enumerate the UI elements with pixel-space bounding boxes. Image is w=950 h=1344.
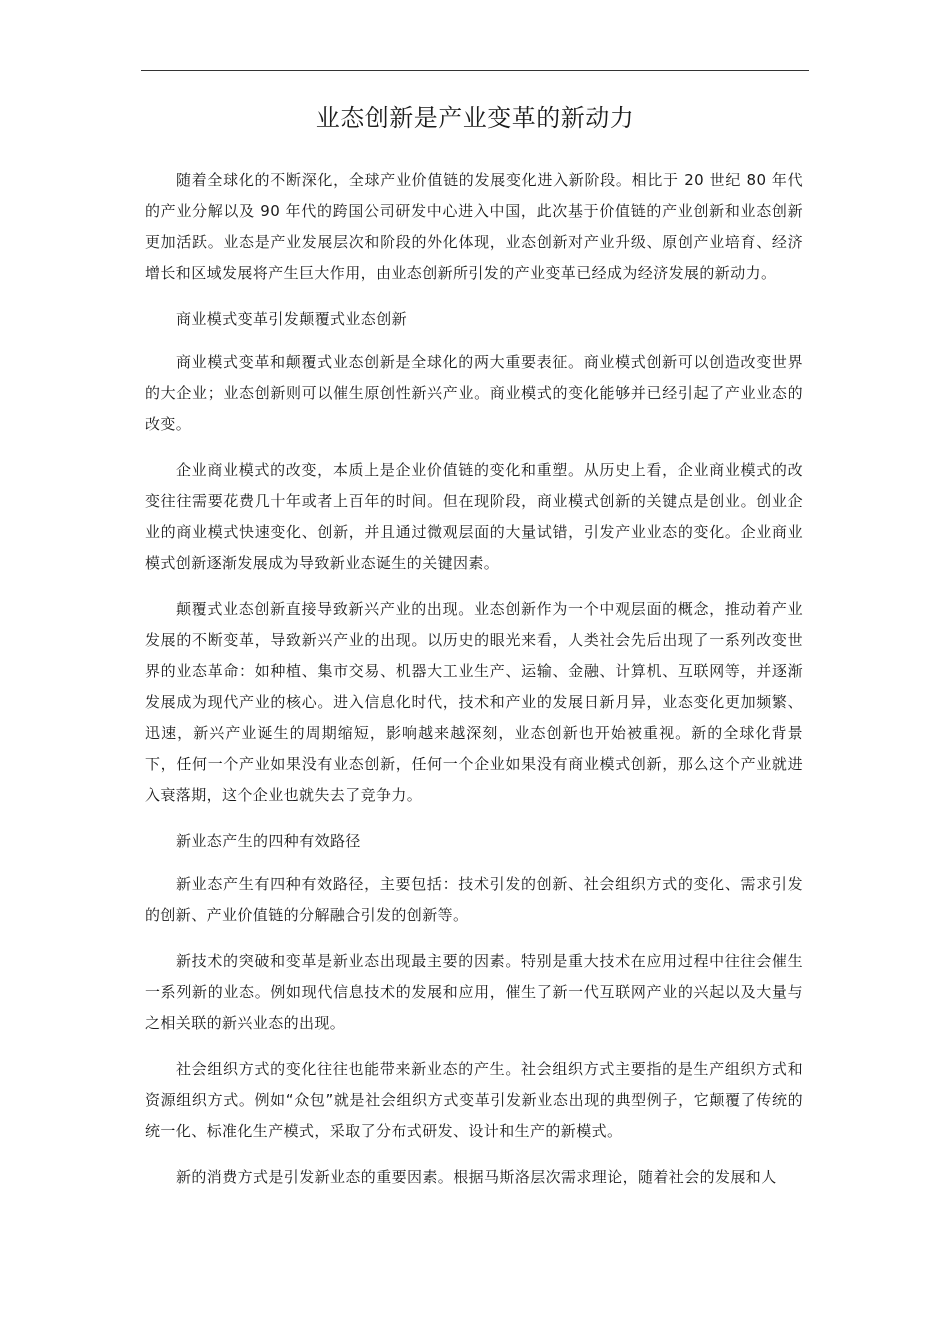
document-title: 业态创新是产业变革的新动力	[315, 104, 635, 132]
paragraph: 新技术的突破和变革是新业态出现最主要的因素。特别是重大技术在应用过程中往往会催生一系列新的业态。例如现代信息技术的发展和应用，催生了新一代互联网产业的兴起以及大量与之相关联的新兴业态的出现。	[145, 952, 803, 1032]
section-heading-business-model: 商业模式变革引发颠覆式业态创新	[176, 310, 408, 328]
paragraph: 新业态产生有四种有效路径，主要包括：技术引发的创新、社会组织方式的变化、需求引发的创新、产业价值链的分解融合引发的创新等。	[145, 875, 803, 924]
paragraph: 企业商业模式的改变，本质上是企业价值链的变化和重塑。从历史上看，企业商业模式的改变往往需要花费几十年或者上百年的时间。但在现阶段，商业模式创新的关键点是创业。创业企业的商业模式快速变化、创新，并且通过微观层面的大量试错，引发产业业态的变化。企业商业模式创新逐渐发展成为导致新业态诞生的关键因素。	[145, 461, 803, 572]
paragraph: 颠覆式业态创新直接导致新兴产业的出现。业态创新作为一个中观层面的概念，推动着产业发展的不断变革，导致新兴产业的出现。以历史的眼光来看，人类社会先后出现了一系列改变世界的业态革命：如种植、集市交易、机器大工业生产、运输、金融、计算机、互联网等，并逐渐发展成为现代产业的核心。进入信息化时代，技术和产业的发展日新月异，业态变化更加频繁、迅速，新兴产业诞生的周期缩短，影响越来越深刻，业态创新也开始被重视。新的全球化背景下，任何一个产业如果没有业态创新，任何一个企业如果没有商业模式创新，那么这个产业就进入衰落期，这个企业也就失去了竞争力。	[145, 600, 803, 804]
header-rule	[141, 70, 809, 71]
paragraph: 商业模式变革和颠覆式业态创新是全球化的两大重要表征。商业模式创新可以创造改变世界的大企业；业态创新则可以催生原创性新兴产业。商业模式的变化能够并已经引起了产业业态的改变。	[145, 353, 803, 433]
document-body	[145, 165, 803, 1208]
section-heading-four-paths: 新业态产生的四种有效路径	[176, 832, 361, 850]
paragraph-intro: 随着全球化的不断深化，全球产业价值链的发展变化进入新阶段。相比于 20 世纪 80 年代的产业分解以及 90 年代的跨国公司研发中心进入中国，此次基于价值链的产业创新和业态创新更加活跃。业态是产业发展层次和阶段的外化体现，业态创新对产业升级、原创产业培育、经济增长和区域发展将产生巨大作用，由业态创新所引发的产业变革已经成为经济发展的新动力。	[145, 171, 803, 282]
paragraph: 社会组织方式的变化往往也能带来新业态的产生。社会组织方式主要指的是生产组织方式和资源组织方式。例如“众包”就是社会组织方式变革引发新业态出现的典型例子，它颠覆了传统的统一化、标准化生产模式，采取了分布式研发、设计和生产的新模式。	[145, 1060, 803, 1140]
paragraph-truncated: 新的消费方式是引发新业态的重要因素。根据马斯洛层次需求理论，随着社会的发展和人	[176, 1168, 777, 1186]
